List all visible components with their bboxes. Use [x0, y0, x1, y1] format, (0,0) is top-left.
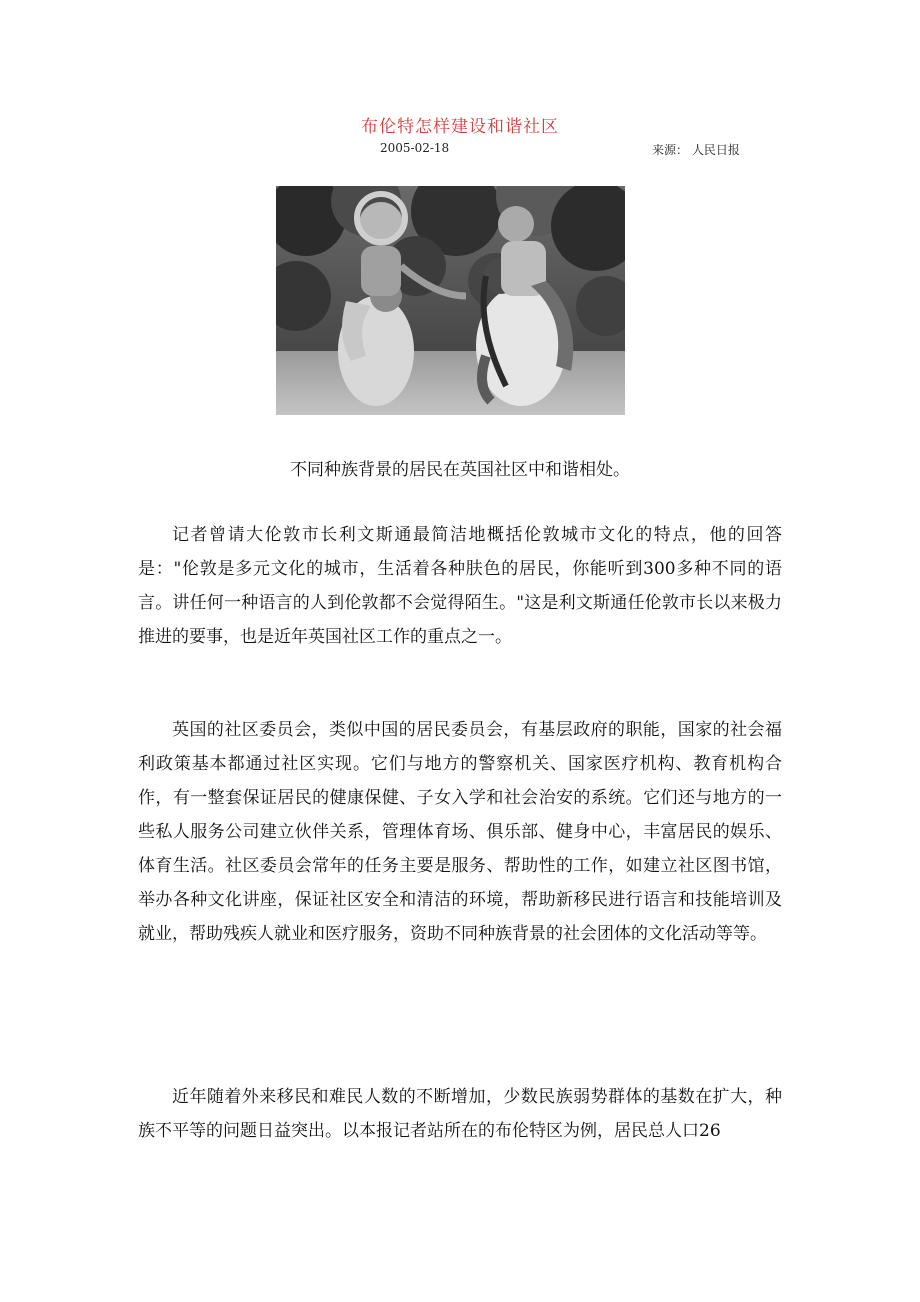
photo-illustration	[276, 186, 625, 415]
article-source: 来源： 人民日报	[652, 143, 740, 157]
article-paragraph: 记者曾请大伦敦市长利文斯通最简洁地概括伦敦城市文化的特点，他的回答是："伦敦是多元文化的城市，生活着各种肤色的居民，你能听到300多种不同的语言。讲任何一种语言的人到伦敦都不会觉得陌生。"这是利文斯通任伦敦市长以来极力推进的要事，也是近年英国社区工作的重点之一。	[138, 525, 782, 647]
article-date: 2005-02-18	[380, 141, 450, 155]
article-photo	[276, 186, 625, 415]
article-paragraph: 近年随着外来移民和难民人数的不断增加，少数民族弱势群体的基数在扩大，种族不平等的问题日益突出。以本报记者站所在的布伦特区为例，居民总人口26	[138, 1087, 782, 1141]
article-paragraph: 英国的社区委员会，类似中国的居民委员会，有基层政府的职能，国家的社会福利政策基本都通过社区实现。它们与地方的警察机关、国家医疗机构、教育机构合作，有一整套保证居民的健康保健、子女入学和社会治安的系统。它们还与地方的一些私人服务公司建立伙伴关系，管理体育场、俱乐部、健身中心，丰富居民的娱乐、体育生活。社区委员会常年的任务主要是服务、帮助性的工作，如建立社区图书馆，举办各种文化讲座，保证社区安全和清洁的环境，帮助新移民进行语言和技能培训及就业，帮助残疾人就业和医疗服务，资助不同种族背景的社会团体的文化活动等等。	[138, 720, 782, 944]
photo-caption: 不同种族背景的居民在英国社区中和谐相处。	[290, 460, 630, 480]
article-title: 布伦特怎样建设和谐社区	[361, 117, 559, 137]
